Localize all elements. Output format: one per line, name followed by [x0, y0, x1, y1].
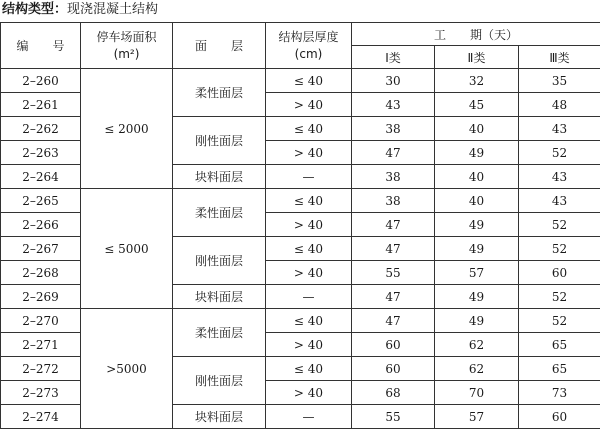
row-class2: 62 [435, 357, 519, 381]
row-class1: 55 [352, 261, 435, 285]
row-class1: 43 [352, 93, 435, 117]
row-class3: 43 [519, 189, 600, 213]
header-area-line2: (m²) [113, 46, 140, 61]
row-class2: 70 [435, 381, 519, 405]
row-thickness: ≤ 40 [266, 309, 352, 333]
row-class2: 40 [435, 189, 519, 213]
row-code: 2–261 [1, 93, 81, 117]
row-class1: 68 [352, 381, 435, 405]
row-thickness: — [266, 285, 352, 309]
row-code: 2–268 [1, 261, 81, 285]
row-code: 2–267 [1, 237, 81, 261]
row-class2: 62 [435, 333, 519, 357]
row-class2: 57 [435, 405, 519, 429]
surface-rigid: 刚性面层 [173, 117, 266, 165]
row-thickness: > 40 [266, 213, 352, 237]
row-class3: 65 [519, 357, 600, 381]
row-class3: 35 [519, 69, 600, 93]
row-class2: 32 [435, 69, 519, 93]
row-thickness: > 40 [266, 141, 352, 165]
row-class3: 43 [519, 165, 600, 189]
surface-block: 块料面层 [173, 405, 266, 429]
surface-rigid: 刚性面层 [173, 357, 266, 405]
row-class3: 73 [519, 381, 600, 405]
row-class2: 49 [435, 309, 519, 333]
row-code: 2–272 [1, 357, 81, 381]
row-class3: 60 [519, 261, 600, 285]
row-class2: 57 [435, 261, 519, 285]
header-area [81, 23, 173, 69]
row-class1: 47 [352, 309, 435, 333]
header-area-line1: 停车场面积 [96, 29, 157, 44]
row-thickness: > 40 [266, 93, 352, 117]
surface-flexible: 柔性面层 [173, 189, 266, 237]
structure-type-caption [2, 0, 158, 20]
row-thickness: ≤ 40 [266, 357, 352, 381]
header-surface: 面 层 [173, 23, 266, 69]
surface-block: 块料面层 [173, 285, 266, 309]
row-class3: 52 [519, 141, 600, 165]
row-class3: 65 [519, 333, 600, 357]
row-thickness: — [266, 405, 352, 429]
row-class3: 52 [519, 309, 600, 333]
row-class2: 49 [435, 141, 519, 165]
row-class2: 49 [435, 213, 519, 237]
row-code: 2–271 [1, 333, 81, 357]
row-class3: 43 [519, 117, 600, 141]
row-thickness: > 40 [266, 261, 352, 285]
row-code: 2–264 [1, 165, 81, 189]
row-code: 2–260 [1, 69, 81, 93]
row-code: 2–273 [1, 381, 81, 405]
row-class1: 47 [352, 213, 435, 237]
row-class1: 38 [352, 189, 435, 213]
surface-flexible: 柔性面层 [173, 69, 266, 117]
row-thickness: > 40 [266, 381, 352, 405]
row-class1: 47 [352, 141, 435, 165]
row-class1: 60 [352, 333, 435, 357]
surface-flexible: 柔性面层 [173, 309, 266, 357]
header-thickness-line1: 结构层厚度 [278, 29, 339, 44]
table-row [1, 309, 600, 333]
row-code: 2–262 [1, 117, 81, 141]
surface-rigid: 刚性面层 [173, 237, 266, 285]
row-thickness: ≤ 40 [266, 237, 352, 261]
row-class1: 38 [352, 165, 435, 189]
group-area: ≤ 2000 [81, 69, 173, 189]
group-area: >5000 [81, 309, 173, 429]
row-thickness: — [266, 165, 352, 189]
row-class1: 47 [352, 285, 435, 309]
row-class2: 49 [435, 285, 519, 309]
header-class3: Ⅲ类 [519, 46, 600, 69]
duration-table [0, 22, 600, 429]
row-class1: 60 [352, 357, 435, 381]
structure-type-value: 现浇混凝土结构 [67, 2, 159, 17]
row-class1: 55 [352, 405, 435, 429]
table-row [1, 189, 600, 213]
row-class3: 48 [519, 93, 600, 117]
structure-type-label: 结构类型： [2, 2, 68, 17]
surface-block: 块料面层 [173, 165, 266, 189]
row-class2: 45 [435, 93, 519, 117]
table-row [1, 69, 600, 93]
row-class3: 52 [519, 285, 600, 309]
row-code: 2–270 [1, 309, 81, 333]
row-class2: 40 [435, 165, 519, 189]
row-thickness: ≤ 40 [266, 69, 352, 93]
row-code: 2–266 [1, 213, 81, 237]
header-class1: Ⅰ类 [352, 46, 435, 69]
header-class2: Ⅱ类 [435, 46, 519, 69]
row-class1: 47 [352, 237, 435, 261]
row-class3: 52 [519, 237, 600, 261]
header-duration: 工 期（天） [352, 23, 600, 46]
row-class2: 49 [435, 237, 519, 261]
row-thickness: ≤ 40 [266, 117, 352, 141]
row-class2: 40 [435, 117, 519, 141]
row-thickness: > 40 [266, 333, 352, 357]
header-code: 编 号 [1, 23, 81, 69]
row-class3: 52 [519, 213, 600, 237]
row-code: 2–263 [1, 141, 81, 165]
row-code: 2–265 [1, 189, 81, 213]
row-class1: 30 [352, 69, 435, 93]
row-code: 2–269 [1, 285, 81, 309]
row-class3: 60 [519, 405, 600, 429]
row-code: 2–274 [1, 405, 81, 429]
row-class1: 38 [352, 117, 435, 141]
header-thickness-line2: (cm) [294, 46, 323, 61]
header-thickness [266, 23, 352, 69]
row-thickness: ≤ 40 [266, 189, 352, 213]
group-area: ≤ 5000 [81, 189, 173, 309]
